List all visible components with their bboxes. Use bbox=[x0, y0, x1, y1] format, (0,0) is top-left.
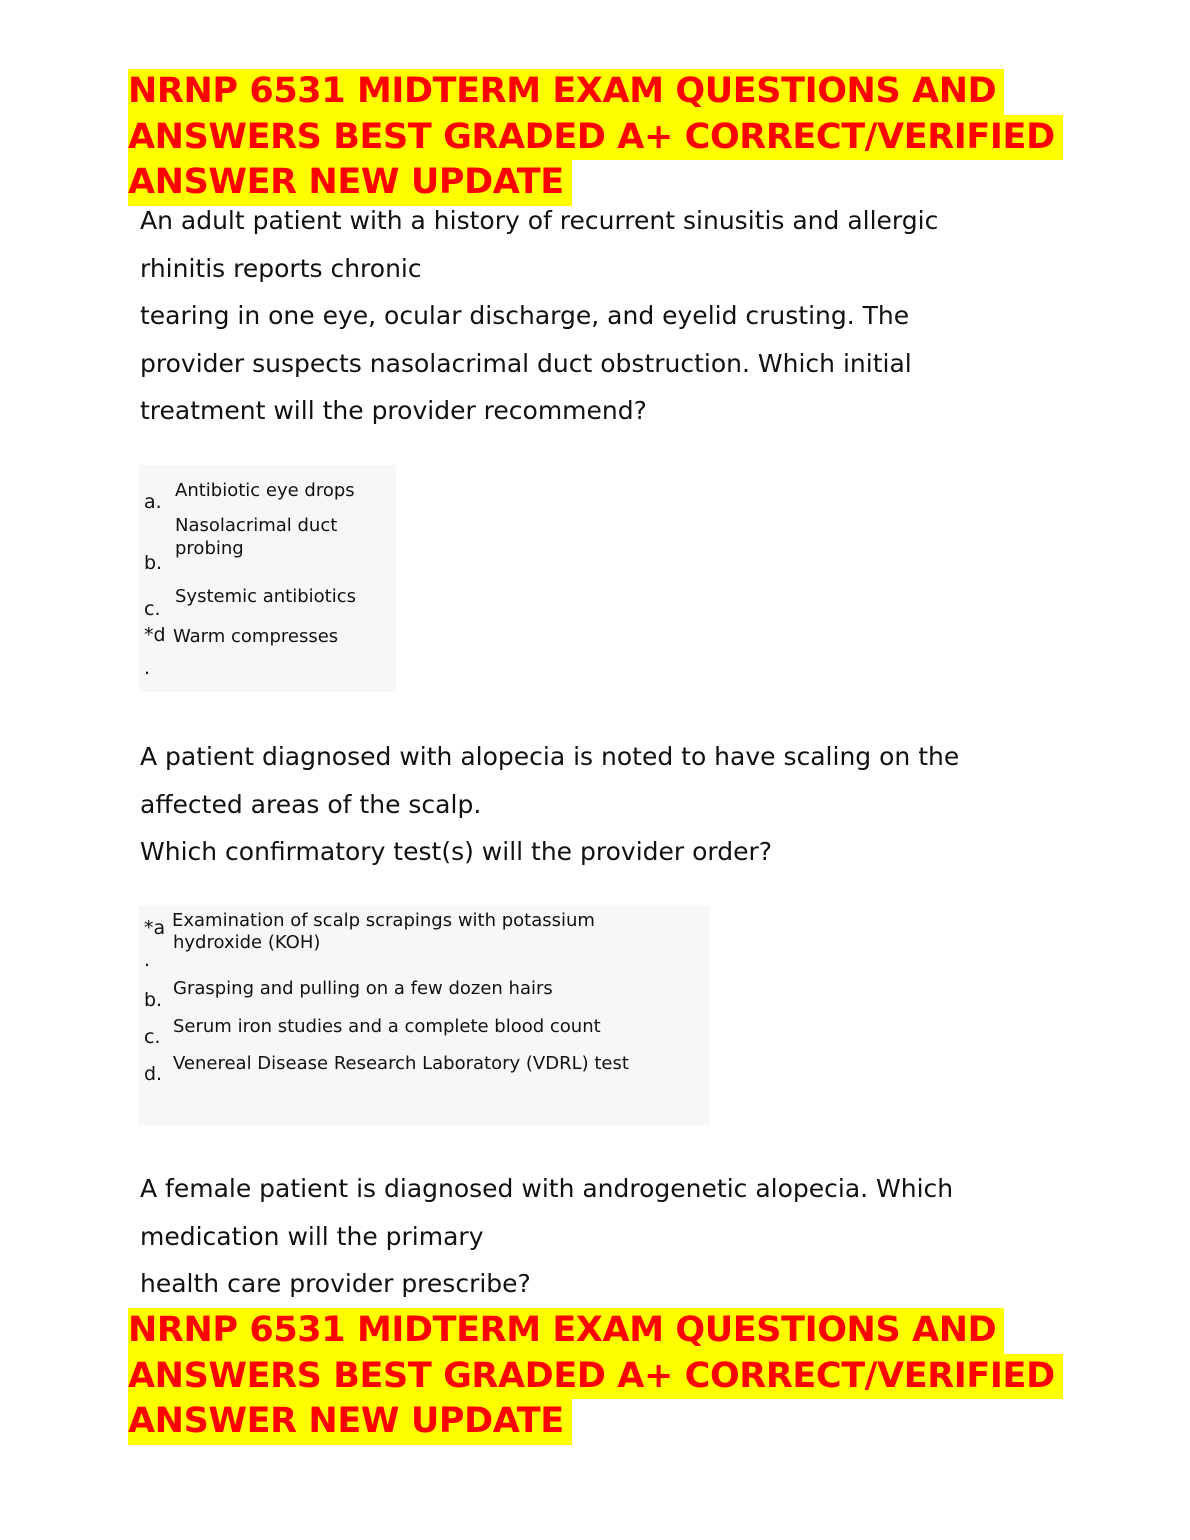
question-line: A patient diagnosed with alopecia is noted to have scaling on the bbox=[140, 742, 960, 771]
answer-options-2 bbox=[139, 906, 710, 1125]
option-text: Antibiotic eye drops bbox=[175, 480, 355, 501]
option-text: Examination of scalp scrapings with potassium bbox=[172, 910, 595, 931]
option-letter: *a bbox=[144, 917, 166, 939]
banner-line: NRNP 6531 MIDTERM EXAM QUESTIONS AND bbox=[128, 69, 1004, 115]
question-1 bbox=[140, 197, 938, 435]
option-letter: . bbox=[144, 657, 151, 679]
banner-line: NRNP 6531 MIDTERM EXAM QUESTIONS AND bbox=[128, 1308, 1004, 1354]
question-line: An adult patient with a history of recurrent sinusitis and allergic bbox=[140, 206, 939, 235]
option-text: Venereal Disease Research Laboratory (VDRL) test bbox=[173, 1053, 629, 1074]
footer-banner bbox=[128, 1308, 1063, 1445]
option-text: Serum iron studies and a complete blood count bbox=[173, 1016, 601, 1037]
option-letter: b. bbox=[144, 989, 163, 1011]
option-letter: a. bbox=[144, 491, 162, 513]
option-text: Nasolacrimal duct bbox=[175, 515, 338, 536]
question-3 bbox=[140, 1165, 953, 1308]
question-line: tearing in one eye, ocular discharge, and eyelid crusting. The bbox=[140, 301, 910, 330]
option-letter: c. bbox=[144, 598, 161, 620]
question-line: provider suspects nasolacrimal duct obstruction. Which initial bbox=[140, 348, 912, 378]
option-text: Systemic antibiotics bbox=[175, 586, 357, 607]
question-line: Which confirmatory test(s) will the provider order? bbox=[140, 837, 773, 866]
option-text: Grasping and pulling on a few dozen hairs bbox=[173, 978, 553, 999]
banner-line: ANSWER NEW UPDATE bbox=[128, 1399, 572, 1445]
banner-line: ANSWERS BEST GRADED A+ CORRECT/VERIFIED bbox=[128, 1354, 1063, 1400]
option-letter: b. bbox=[144, 552, 163, 574]
question-2 bbox=[140, 733, 959, 876]
banner-line: ANSWERS BEST GRADED A+ CORRECT/VERIFIED bbox=[128, 115, 1063, 161]
option-letter: d. bbox=[144, 1063, 163, 1085]
answer-options-1 bbox=[139, 465, 396, 692]
option-text: Warm compresses bbox=[173, 626, 339, 647]
banner-line: ANSWER NEW UPDATE bbox=[128, 160, 572, 206]
question-line: affected areas of the scalp. bbox=[140, 789, 482, 819]
question-line: health care provider prescribe? bbox=[140, 1269, 531, 1298]
option-letter: *d bbox=[144, 624, 166, 646]
header-banner bbox=[128, 69, 1063, 206]
option-text: hydroxide (KOH) bbox=[173, 932, 321, 953]
question-line: treatment will the provider recommend? bbox=[140, 396, 647, 425]
question-line: A female patient is diagnosed with androgenetic alopecia. Which bbox=[140, 1174, 954, 1203]
question-line: rhinitis reports chronic bbox=[140, 253, 422, 283]
option-text: probing bbox=[175, 538, 244, 559]
option-letter: c. bbox=[144, 1026, 161, 1048]
option-letter: . bbox=[144, 949, 151, 971]
question-line: medication will the primary bbox=[140, 1221, 484, 1251]
